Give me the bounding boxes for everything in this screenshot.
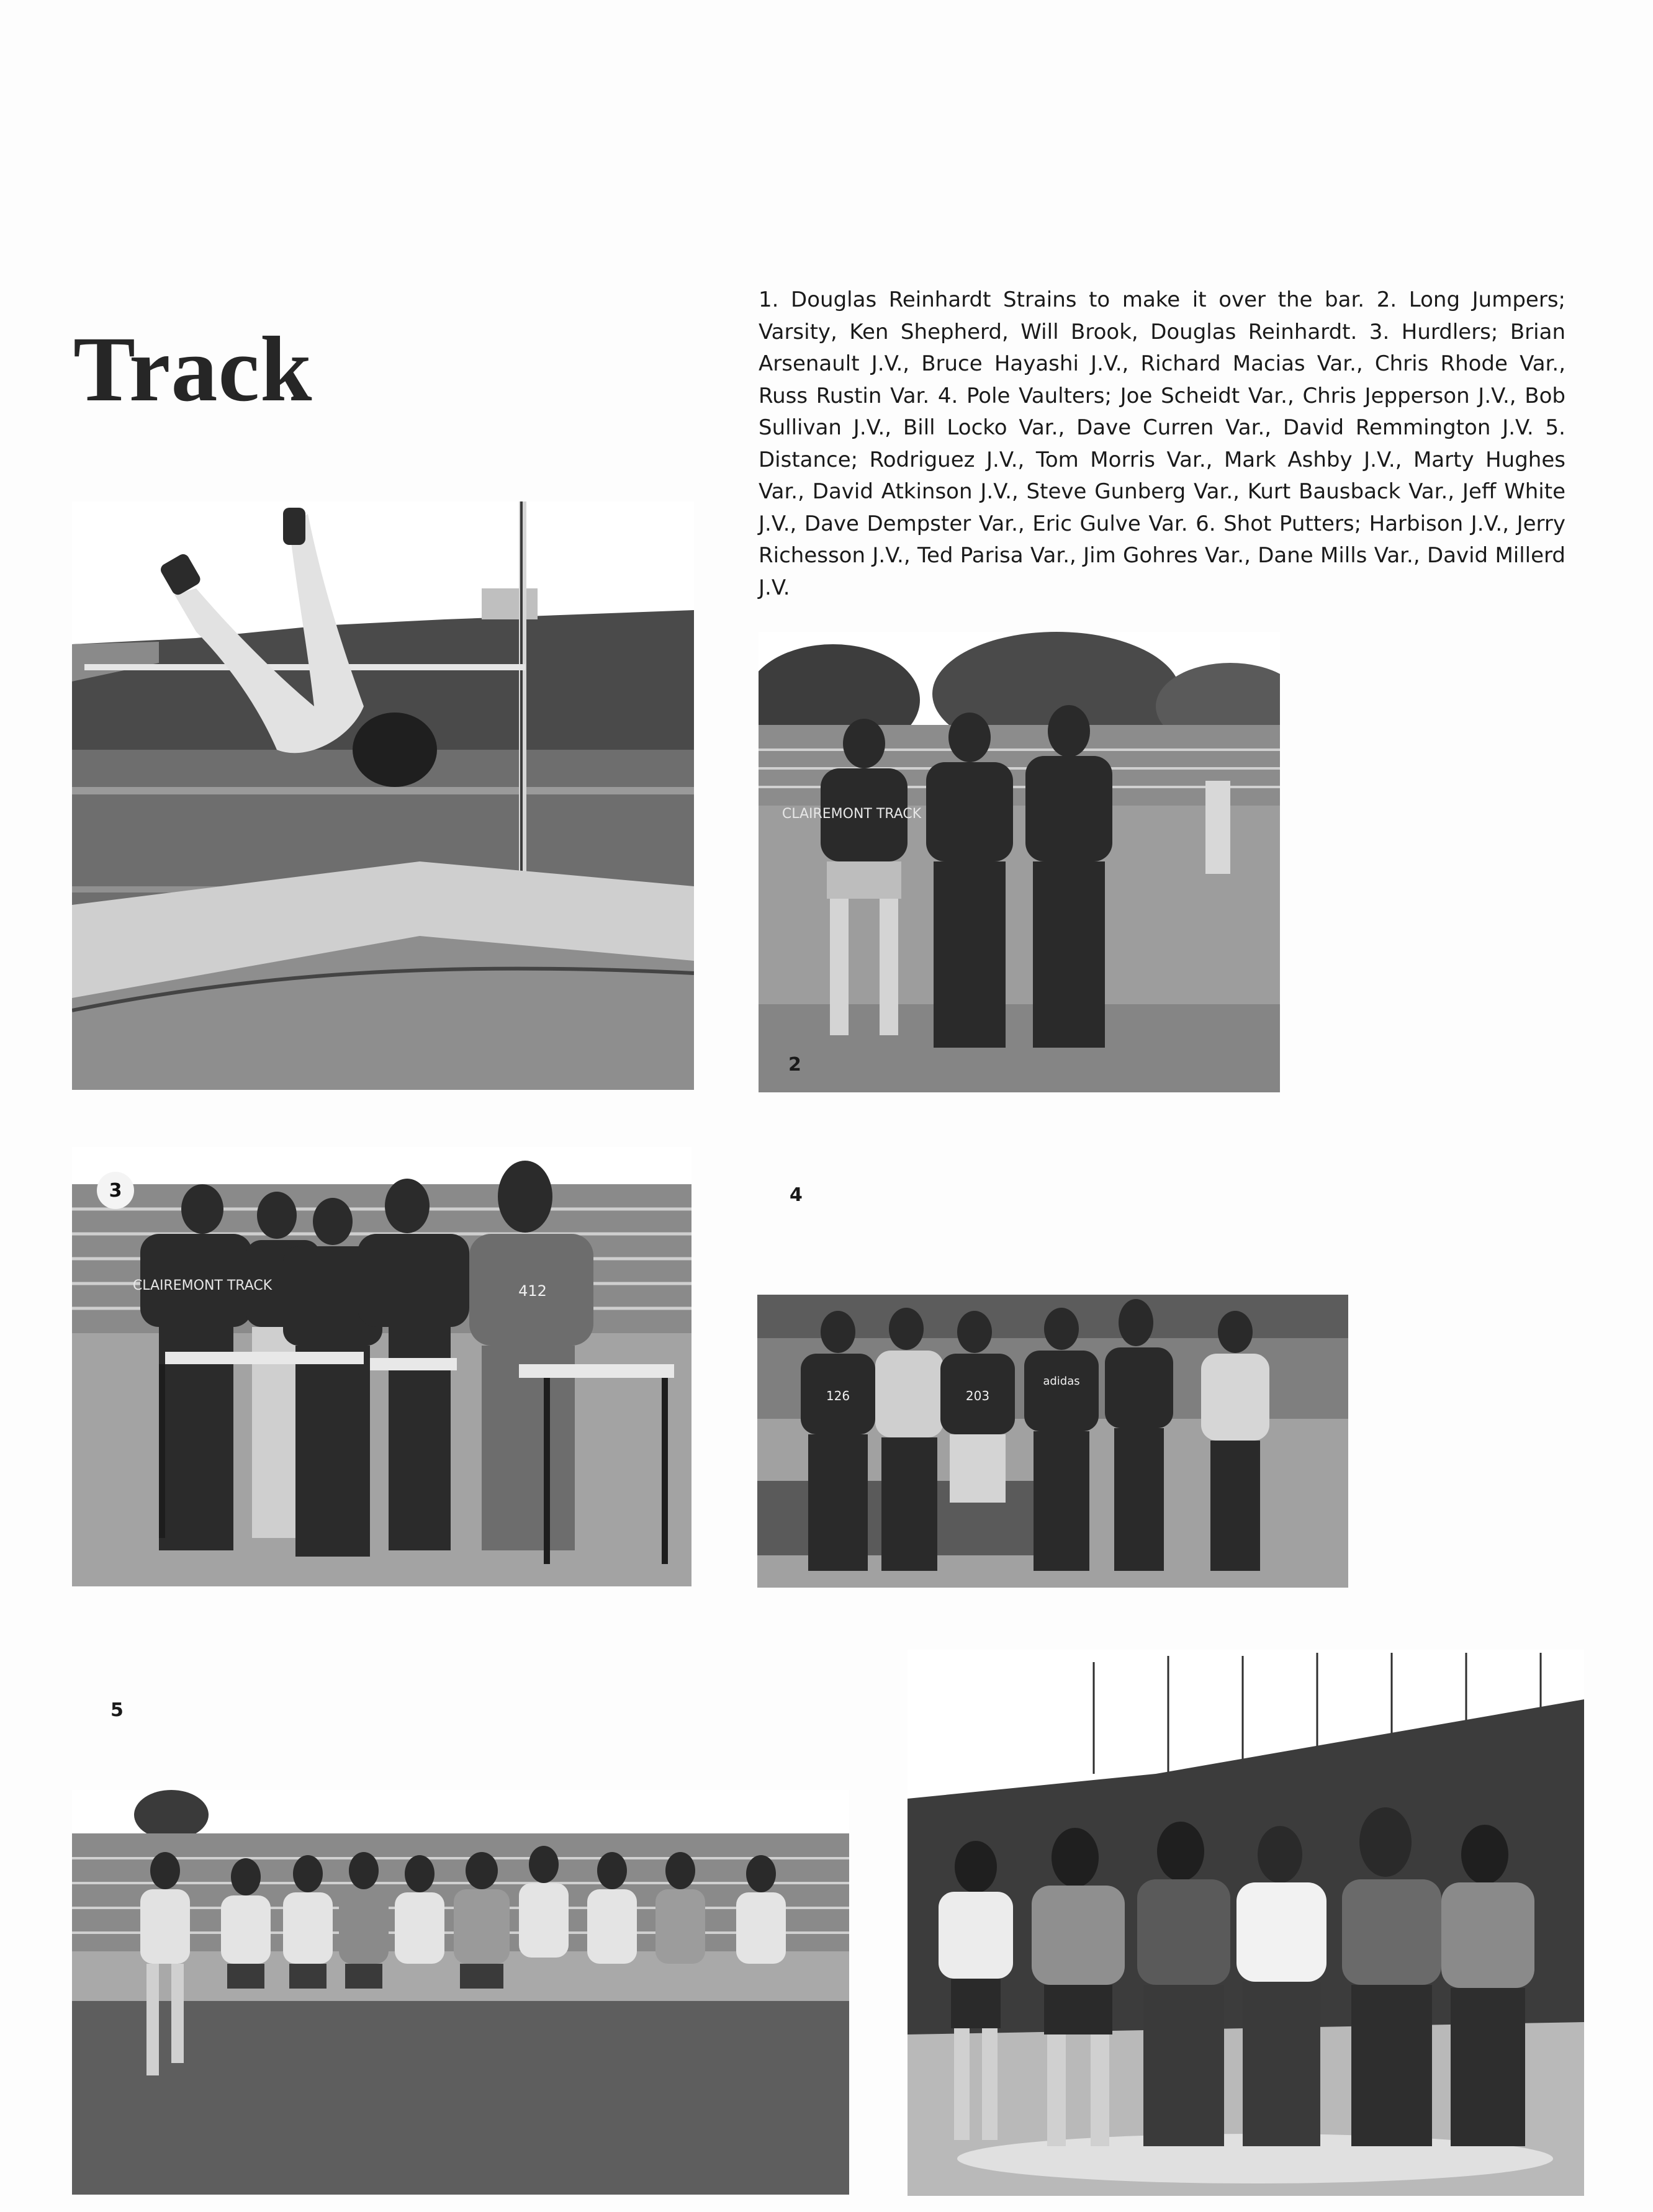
photo-6-shot-putters	[908, 1650, 1584, 2196]
photo-3-hurdlers	[72, 1147, 691, 1586]
photo-2-image	[759, 632, 1280, 1092]
photo-4-number: 4	[790, 1184, 803, 1206]
photo-4-bib-b: 203	[965, 1388, 990, 1403]
photo-caption: 1. Douglas Reinhardt Strains to make it over the bar. 2. Long Jumpers; Varsity, Ken Shepherd, Will Brook, Douglas Reinhardt. 3. Hurdlers; Brian Arsenault J.V., Bruce Hayashi J.V., Richard Macias Var., Chris Rhode Var., Russ Rustin Var. 4. Pole Vaulters; Joe Scheidt Var., Chris Jepperson J.V., Bob Sullivan J.V., Bill Locko Var., Dave Curren Var., David Remmington J.V. 5. Distance; Rodriguez J.V., Tom Morris Var., Mark Ashby J.V., Marty Hughes Var., David Atkinson J.V., Steve Gunberg Var., Kurt Bausback Var., Jeff White J.V., Dave Dempster Var., Eric Gulve Var. 6. Shot Putters; Harbison J.V., Jerry Richesson J.V., Ted Parisa Var., Jim Gohres Var., Dane Mills Var., David Millerd J.V.	[759, 287, 1565, 600]
photo-2-number: 2	[788, 1054, 801, 1076]
photo-6-image	[908, 1650, 1584, 2196]
photo-5-number: 5	[110, 1699, 124, 1721]
photo-4-image	[757, 1295, 1348, 1588]
photo-3-image	[72, 1147, 691, 1586]
photo-4-shirt-text: adidas	[1043, 1375, 1080, 1388]
photo-1-image	[72, 501, 694, 1090]
photo-3-bib: 412	[518, 1282, 547, 1300]
photo-2-shirt-text: CLAIREMONT TRACK	[781, 806, 922, 822]
photo-1-high-jump	[72, 501, 694, 1090]
photo-4-bib-a: 126	[826, 1388, 850, 1403]
photo-3-shirt-text: CLAIREMONT TRACK	[132, 1278, 272, 1293]
photo-5-image	[72, 1790, 849, 2195]
photo-5-distance-runners	[72, 1790, 849, 2195]
photo-3-number: 3	[97, 1172, 134, 1209]
page-title: Track	[73, 318, 313, 421]
photo-2-long-jumpers	[759, 632, 1280, 1092]
photo-4-pole-vaulters	[757, 1295, 1348, 1588]
